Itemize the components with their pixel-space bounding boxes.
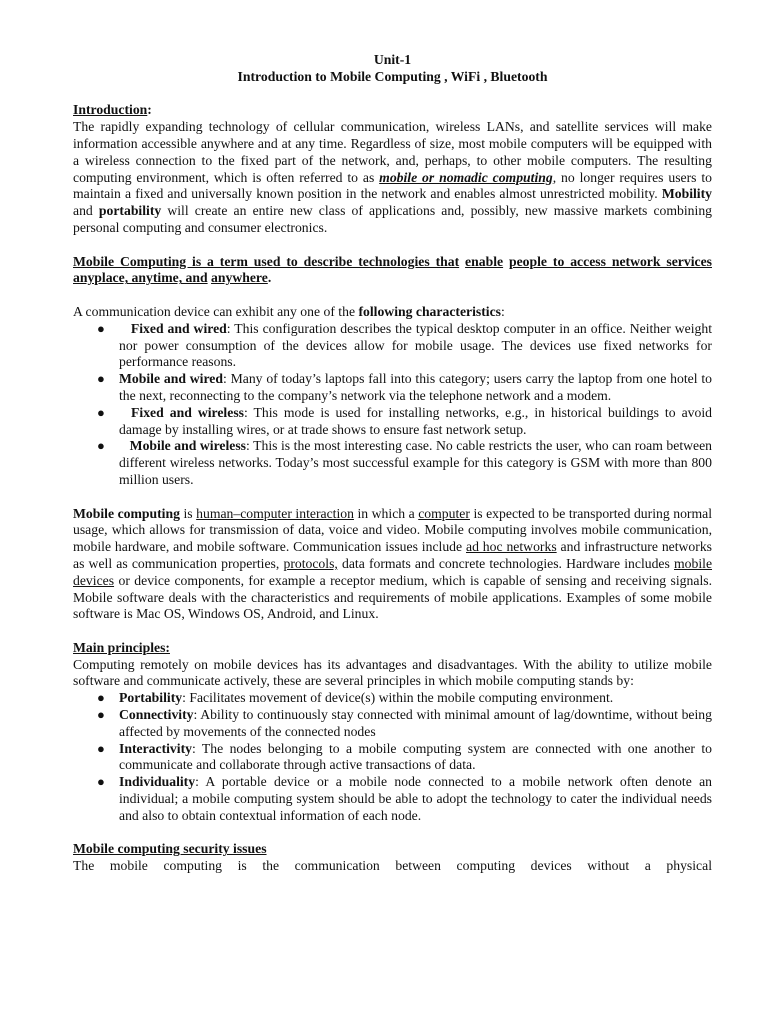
bullet-icon: ● <box>97 371 105 387</box>
principles-heading: Main principles: <box>73 639 170 655</box>
intro-paragraph: The rapidly expanding technology of cellular communication, wireless LANs, and satellite services will make information accessible anywhere and at any time. Regardless of size, most mobile computers will be equipped with a wireless connection to the fixed part of the network, and, perhaps, to other mobile computers. The resulting computing environment, which is often referred to as mobile or nomadic computing, no longer requires users to maintain a fixed and universally known position in the network and enables almost unrestricted mobility. Mobility and portability will create an entire new class of applications and, possibly, new massive markets combining personal computing and consumer electronics. <box>73 119 713 235</box>
characteristics-lead: A communication device can exhibit any one of the following characteristics: <box>73 303 505 319</box>
bullet-icon: ● <box>97 320 105 336</box>
list-item: ● Mobile and wired: Many of today’s laptops fall into this category; users carry the laptop from one hotel to the next, reconnecting to the company’s network via the telephone network and a modem. <box>97 371 712 403</box>
list-item: ● Mobile and wireless: This is the most interesting case. No cable restricts the user, who can roam between different wireless networks. Today’s most successful example for this category is GSM with more than 800 million users. <box>97 438 713 487</box>
intro-heading-line: Introduction: <box>73 102 152 118</box>
bullet-icon: ● <box>97 690 105 706</box>
principles-list <box>73 690 712 824</box>
mobile-nomadic-computing: mobile or nomadic computing <box>379 169 553 185</box>
bullet-icon: ● <box>97 740 105 756</box>
list-item: ● Fixed and wired: This configuration describes the typical desktop computer in an office. Neither weight nor power consumption of the devices allow for mobile usage. The devices use fixed networks for performance reasons. <box>97 320 712 370</box>
list-item: ● Portability: Facilitates movement of device(s) within the mobile computing environment. <box>97 690 614 706</box>
list-item: ● Fixed and wireless: This mode is used for installing networks, e.g., in historical buildings to avoid damage by installing wires, or at trade shows to ensure fast network setup. <box>97 404 712 437</box>
intro-heading: Introduction <box>73 102 148 118</box>
list-item: ● Interactivity: The nodes belonging to a mobile computing system are connected with one another to communicate and collaborate through active transactions of data. <box>97 740 712 773</box>
list-item: ● Connectivity: Ability to continuously stay connected with minimal amount of lag/downtime, without being affected by movements of the connected nodes <box>97 707 712 739</box>
document-title: Introduction to Mobile Computing , WiFi , Bluetooth <box>237 68 548 84</box>
computer-link[interactable]: computer <box>418 505 470 521</box>
characteristics-list <box>73 321 712 489</box>
document-page <box>73 52 712 875</box>
mobile-computing-paragraph: Mobile computing is human–computer interaction in which a computer is expected to be transported during normal usage, which allows for transmission of data, voice and video. Mobile computing involves mobile communication, mobile hardware, and mobile software. Communication issues include ad hoc networks and infrastructure networks as well as communication properties, protocols, data formats and concrete technologies. Hardware includes mobile devices or device components, for example a receptor medium, which is capable of sensing and receiving signals. Mobile software deals with the characteristics and requirements of mobile applications. Examples of some mobile software is Mac OS, Windows OS, Android, and Linux. <box>73 505 713 622</box>
bullet-icon: ● <box>97 774 105 790</box>
list-item: ● Individuality: A portable device or a mobile node connected to a mobile network often denote an individual; a mobile computing system should be able to adopt the technology to cater the individual needs and also to obtain contextual information of each node. <box>97 774 712 823</box>
bullet-icon: ● <box>97 707 105 723</box>
mobile-devices-link[interactable]: mobile devices <box>73 555 713 588</box>
security-heading: Mobile computing security issues <box>73 841 267 857</box>
bullet-icon: ● <box>97 438 105 454</box>
principles-intro: Computing remotely on mobile devices has its advantages and disadvantages. With the ability to utilize mobile software and communicate actively, these are several principles in which mobile computing stands by: <box>73 656 712 689</box>
definition-paragraph: Mobile Computing is a term used to describe technologies that enable people to access network services anyplace, anytime, and anywhere. <box>73 253 712 286</box>
unit-label: Unit-1 <box>373 52 412 67</box>
hci-link[interactable]: human–computer interaction <box>196 505 354 521</box>
adhoc-link[interactable]: ad hoc networks <box>466 539 557 555</box>
protocols-link[interactable]: protocols, <box>283 555 338 571</box>
security-paragraph: The mobile computing is the communication between computing devices without a physical <box>73 858 712 874</box>
bullet-icon: ● <box>97 404 105 420</box>
